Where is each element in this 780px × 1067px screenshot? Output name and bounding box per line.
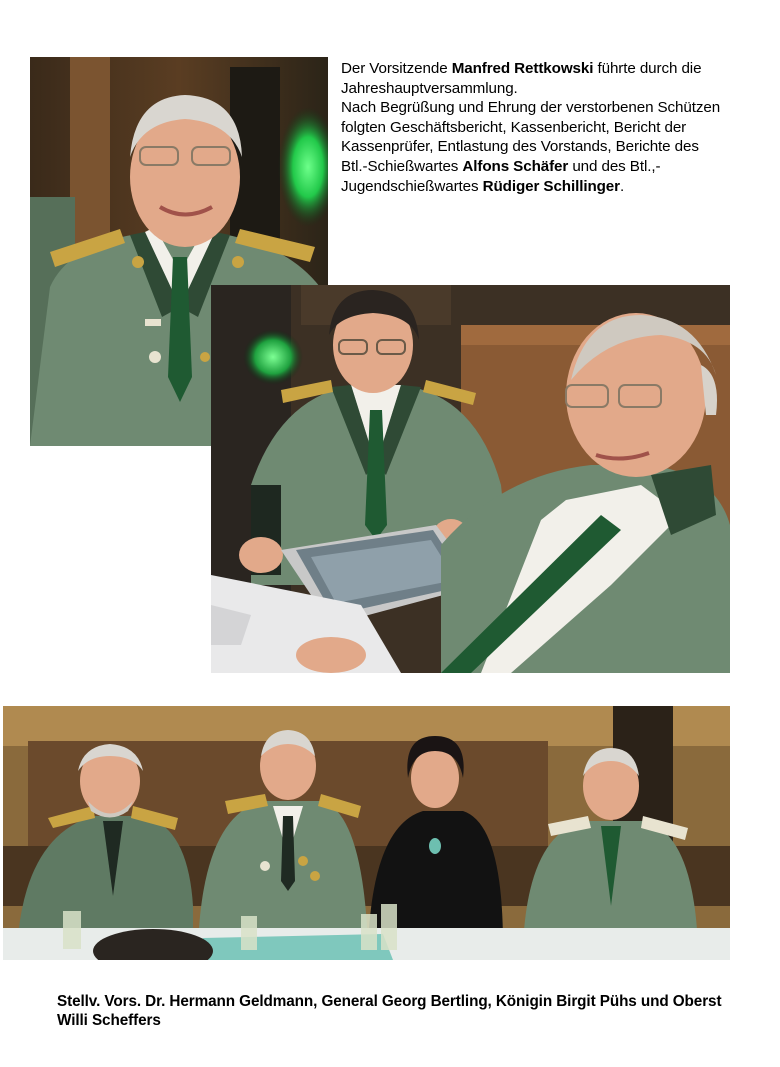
youth-shooting-warden-name: Rüdiger Schillinger xyxy=(482,177,620,195)
intro-paragraph-1: Der Vorsitzende Manfred Rettkowski führte durch die Jahreshauptversammlung. xyxy=(341,60,702,97)
intro-paragraph-2: Nach Begrüßung und Ehrung der verstorbenen Schützen folgten Geschäftsbericht, Kassenbericht, Bericht der Kassenprüfer, Entlastung des Vorstands, Berichte des Btl.-Schießwartes Alfons Schäfer und des Btl.,-Jugendschießwartes Rüdiger Schillinger. xyxy=(341,99,721,195)
photo-board-table xyxy=(3,706,730,960)
shooting-warden-name: Alfons Schäfer xyxy=(462,157,569,175)
photo-award-graphic xyxy=(211,285,730,673)
photo-caption: Stellv. Vors. Dr. Hermann Geldmann, General Georg Bertling, Königin Birgit Pühs und Oberst Willi Scheffers xyxy=(57,993,722,1029)
intro-text-block xyxy=(341,59,726,196)
photo-award-presentation xyxy=(211,285,730,673)
chairman-name: Manfred Rettkowski xyxy=(451,60,594,77)
photo-board-graphic xyxy=(3,706,730,960)
